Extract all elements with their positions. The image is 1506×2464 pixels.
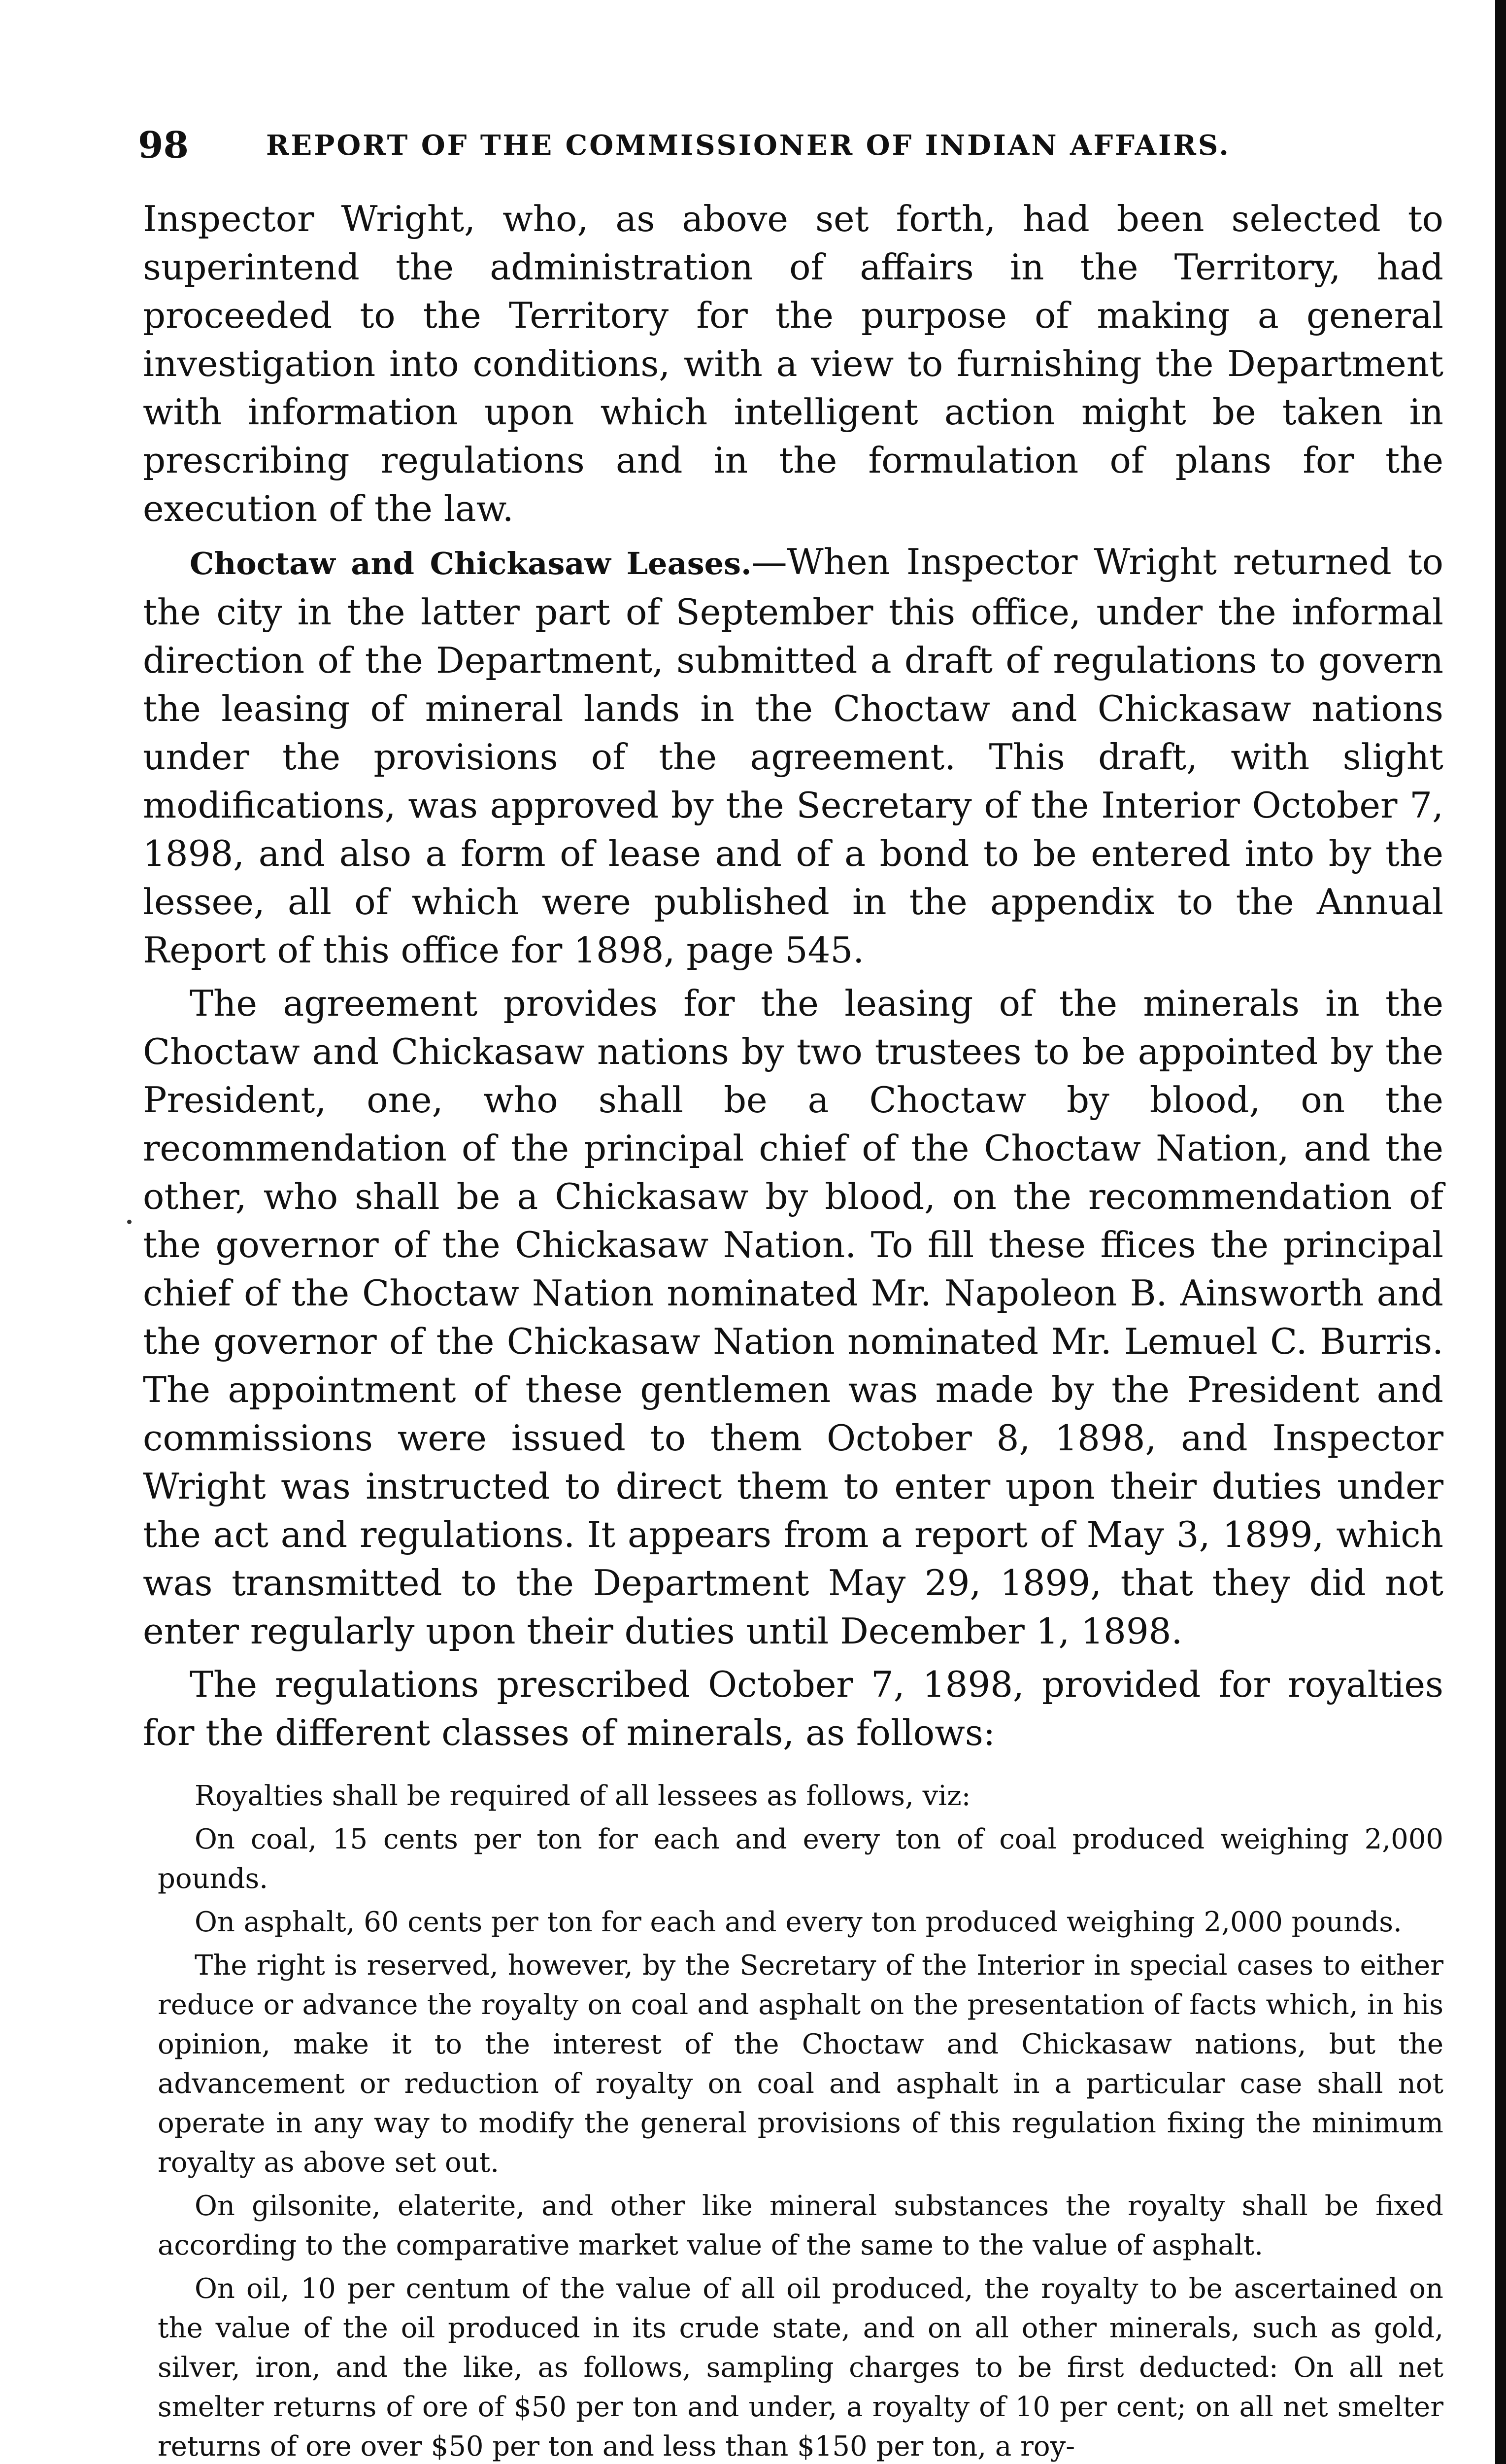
extract-coal-royalty: On coal, 15 cents per ton for each and every ton of coal produced weighing 2,000 pounds. bbox=[158, 1823, 1443, 1895]
extract-oil-and-ore-royalty: On oil, 10 per centum of the value of all oil produced, the royalty to be ascertained on the value of the oil produced in its crude state, and on all other minerals, such as gold, silver, iron, and the like, as follows, sampling charges to be first deducted: On all net smelter returns of ore of $50 per ton and under, a royalty of 10 per cent; on all net smelter returns of ore over $50 per ton and less than $150 per ton, a roy- bbox=[158, 2273, 1443, 2463]
extract-gilsonite-royalty: On gilsonite, elaterite, and other like mineral substances the royalty shall be fixed according to the comparative market value of the same to the value of asphalt. bbox=[158, 2190, 1443, 2261]
paragraph-agreement-trustees: The agreement provides for the leasing of the minerals in the Choctaw and Chickasaw nations by two trustees to be appointed by the President, one, who shall be a Choctaw by blood, on the recommendation of the principal chief of the Choctaw Nation, and the other, who shall be a Chickasaw by blood, on the recommendation of the governor of the Chickasaw Nation. To fill these ffices the principal chief of the Choctaw Nation nominated Mr. Napoleon B. Ainsworth and the governor of the Chickasaw Nation nominated Mr. Lemuel C. Burris. The appointment of these gentlemen was made by the President and commissions were issued to them October 8, 1898, and Inspector Wright was instructed to direct them to enter upon their duties under the act and regulations. It appears from a report of May 3, 1899, which was transmitted to the Department May 29, 1899, that they did not enter regularly upon their duties until December 1, 1898. bbox=[143, 983, 1443, 1652]
scan-speck bbox=[127, 1220, 132, 1224]
page-number: 98 bbox=[138, 124, 189, 167]
extract-royalties-intro: Royalties shall be required of all lessees as follows, viz: bbox=[195, 1780, 971, 1812]
scan-border-right bbox=[1495, 0, 1506, 2464]
running-title: REPORT OF THE COMMISSIONER OF INDIAN AFFAIRS. bbox=[266, 129, 1231, 162]
regulations-extract bbox=[143, 1777, 1443, 2464]
page-header bbox=[138, 123, 1439, 168]
paragraph-choctaw-leases bbox=[143, 538, 1443, 974]
extract-reserved-right: The right is reserved, however, by the Secretary of the Interior in special cases to either reduce or advance the royalty on coal and asphalt on the presentation of facts which, in his opinion, make it to the interest of the Choctaw and Chickasaw nations, but the advancement or reduction of royalty on coal and asphalt in a particular case shall not operate in any way to modify the general provisions of this regulation fixing the minimum royalty as above set out. bbox=[158, 1950, 1443, 2179]
paragraph-inspector-wright: Inspector Wright, who, as above set forth, had been selected to superintend the administration of affairs in the Territory, had proceeded to the Territory for the purpose of making a general investigation into conditions, with a view to furnishing the Department with information upon which intelligent action might be taken in prescribing regulations and in the formulation of plans for the execution of the law. bbox=[143, 198, 1443, 529]
section-heading-choctaw-chickasaw-leases: Choctaw and Chickasaw Leases. bbox=[190, 546, 752, 582]
paragraph-regulations-intro: The regulations prescribed October 7, 1898, provided for royalties for the different classes of minerals, as follows: bbox=[143, 1664, 1443, 1753]
paragraph-choctaw-leases-text: —When Inspector Wright returned to the city in the latter part of September this office, under the informal direction of the Department, submitted a draft of regulations to govern the leasing of mineral lands in the Choctaw and Chickasaw nations under the provisions of the agreement. This draft, with slight modifications, was approved by the Secretary of the Interior October 7, 1898, and also a form of lease and of a bond to be entered into by the lessee, all of which were published in the appendix to the Annual Report of this office for 1898, page 545. bbox=[143, 541, 1443, 971]
extract-asphalt-royalty: On asphalt, 60 cents per ton for each and every ton produced weighing 2,000 pounds. bbox=[195, 1906, 1402, 1938]
page-body bbox=[143, 195, 1443, 2464]
